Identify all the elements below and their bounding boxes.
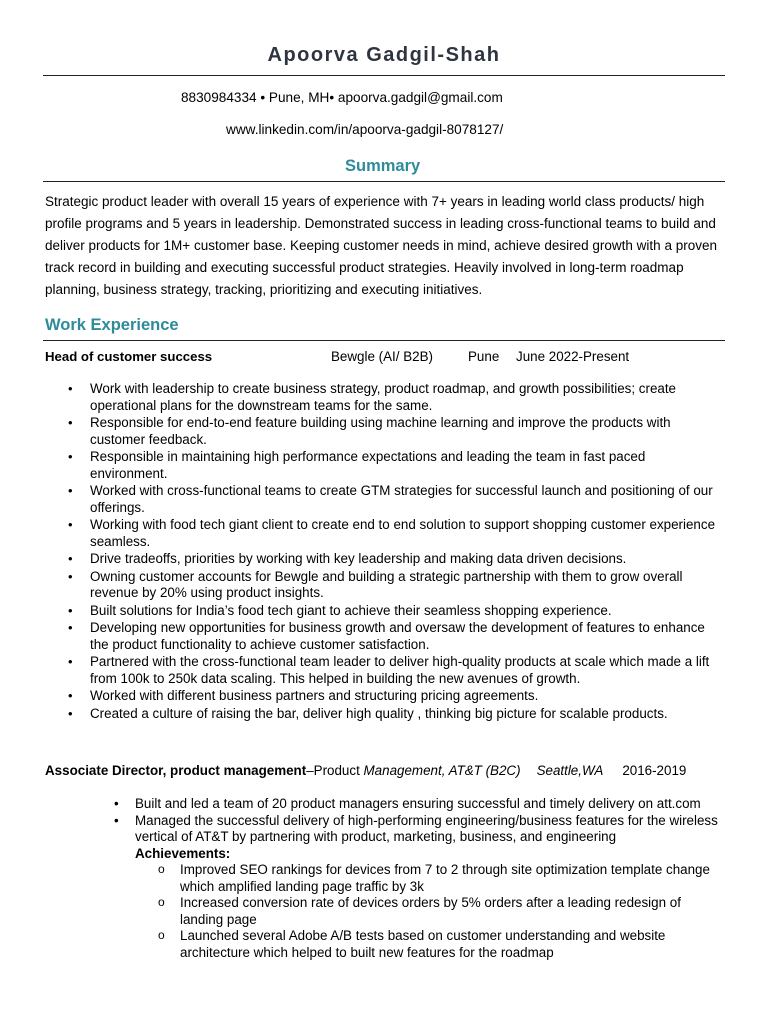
list-item: • Built and led a team of 20 product managers ensuring successful and timely delivery on att.com — [135, 796, 725, 813]
list-item — [135, 813, 725, 962]
job2-dash-product: –Product — [306, 763, 364, 778]
job2-header — [45, 763, 686, 778]
list-item: • Developing new opportunities for business growth and oversaw the development of features to enhance the product functionality to achieve customer satisfaction. — [90, 620, 720, 653]
job2-department: Management, AT&T (B2C) — [363, 763, 521, 778]
list-item: • Owning customer accounts for Bewgle and building a strategic partnership with them to grow overall revenue by 20% using product insights. — [90, 569, 720, 602]
list-item: • Built solutions for India’s food tech giant to achieve their seamless shopping experience. — [90, 603, 720, 620]
work-experience-divider — [43, 340, 725, 341]
achievements-label: Achievements: — [135, 845, 231, 861]
list-item: • Worked with cross-functional teams to create GTM strategies for successful launch and positioning of our offerings. — [90, 483, 720, 516]
job2-location: Seattle,WA — [536, 763, 604, 778]
list-item: • Worked with different business partners and structuring pricing agreements. — [90, 688, 720, 705]
list-item: • Responsible for end-to-end feature building using machine learning and improve the products with customer feedback. — [90, 415, 720, 448]
linkedin-link[interactable]: www.linkedin.com/in/apoorva-gadgil-8078127/ — [226, 122, 504, 137]
job1-company: Bewgle (AI/ B2B) — [331, 349, 433, 364]
job1-dates: June 2022-Present — [516, 349, 630, 364]
summary-text: Strategic product leader with overall 15 years of experience with 7+ years in leading world class products/ high profile programs and 5 years in leadership. Demonstrated success in leading cross-functional teams to build and deliver products for 1M+ customer base. Keeping customer needs in mind, achieve desired growth with a proven track record in building and executing successful product strategies. Heavily involved in long-term roadmap planning, business strategy, tracking, prioritizing and executing initiatives. — [45, 194, 717, 297]
achievement-item: o Increased conversion rate of devices orders by 5% orders after a leading redesign of landing page — [180, 895, 725, 928]
achievement-item: o Improved SEO rankings for devices from 7 to 2 through site optimization template change which amplified landing page traffic by 3k — [180, 862, 725, 895]
list-item: • Drive tradeoffs, priorities by working with key leadership and making data driven decisions. — [90, 551, 720, 568]
contact-info: 8830984334 • Pune, MH• apoorva.gadgil@gmail.com — [181, 90, 503, 105]
achievements-list — [135, 862, 725, 961]
summary-heading: Summary — [345, 157, 421, 175]
job2-title: Associate Director, product management — [45, 763, 307, 778]
list-item: • Created a culture of raising the bar, deliver high quality , thinking big picture for scalable products. — [90, 706, 720, 723]
job1-title: Head of customer success — [45, 349, 213, 364]
job2-dates: 2016-2019 — [622, 763, 687, 778]
header-divider — [43, 75, 725, 76]
job2-bullet-list — [135, 796, 725, 961]
list-item-text: Managed the successful delivery of high-performing engineering/business features for the wireless vertical of AT&T by partnering with product, marketing, business, and engineering — [135, 812, 718, 844]
resume-name: Apoorva Gadgil-Shah — [267, 44, 501, 66]
summary-divider — [43, 181, 725, 182]
job1-bullet-list — [90, 381, 720, 723]
achievement-item: o Launched several Adobe A/B tests based on customer understanding and website architecture which helped to built new features for the roadmap — [180, 928, 725, 961]
job1-location: Pune — [468, 349, 500, 364]
list-item: • Partnered with the cross-functional team leader to deliver high-quality products at scale which made a lift from 100k to 250k data scaling. This helped in building the new avenues of growth. — [90, 654, 720, 687]
list-item: • Work with leadership to create business strategy, product roadmap, and growth possibilities; create operational plans for the downstream teams for the same. — [90, 381, 720, 414]
work-experience-heading: Work Experience — [45, 316, 179, 334]
list-item: • Working with food tech giant client to create end to end solution to support shopping customer experience seamless. — [90, 517, 720, 550]
list-item: • Responsible in maintaining high performance expectations and leading the team in fast paced environment. — [90, 449, 720, 482]
